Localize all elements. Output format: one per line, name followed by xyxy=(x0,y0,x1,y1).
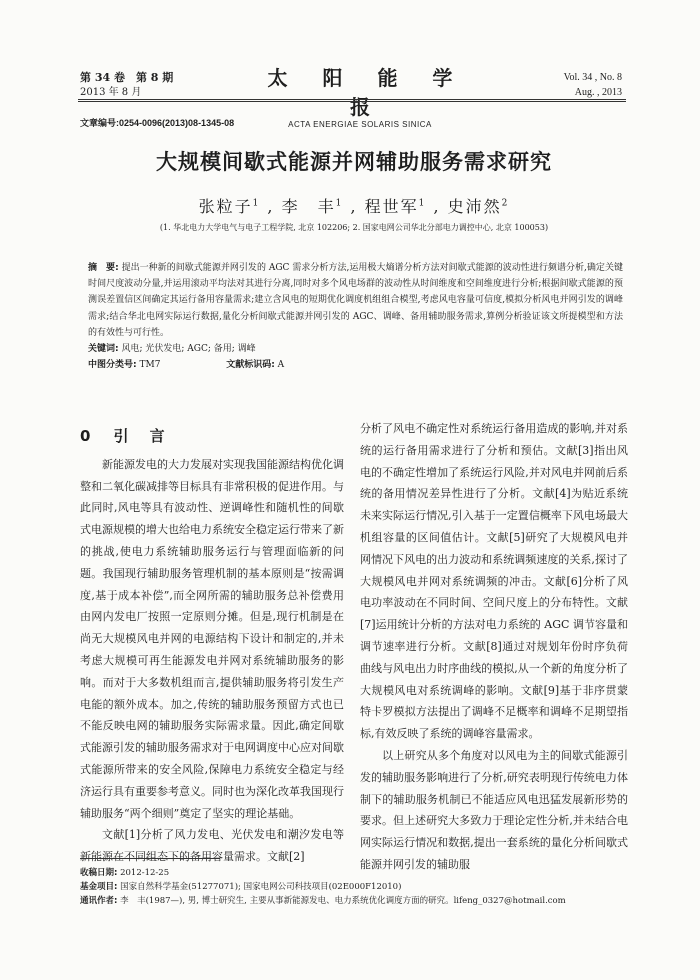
clc-code: TM7 xyxy=(139,360,161,371)
corresponding-author xyxy=(80,894,628,908)
author-name: 史沛然 xyxy=(447,197,502,216)
body-paragraph: 分析了风电不确定性对系统运行备用造成的影响,并对系统的运行备用需求进行了分析和预估。文献[3]指出风电的不确定性增加了系统运行风险,并对风电并网前后系统的备用情况差异性进行了分析。文献[4]为贴近系统未来实际运行情况,引入基于一定置信概率下风电场最大机组容量的区间值估计。文献[5]研究了大规模风电并网情况下风电的出力波动和系统调频速度的关系,探讨了大规模风电并网对系统调频的冲击。文献[6]分析了风电功率波动在不同时间、空间尺度上的分布特性。文献[7]运用统计分析的方法对电力系统的 AGC 调节容量和调节速率进行分析。文献[8]通过对规划年份时序负荷曲线与风电出力时序曲线的模拟,从一个新的角度分析了大规模风电对系统调峰的影响。文献[9]基于非序贯蒙特卡罗模拟方法提出了调峰不足概率和调峰不足期望指标,有效反映了系统的调峰容量需求。 xyxy=(360,422,628,741)
keywords xyxy=(88,341,623,357)
journal-name-cn: 太 阳 能 学 报 xyxy=(267,66,467,119)
body-paragraph: 以上研究从多个角度对以风电为主的间歇式能源引发的辅助服务影响进行了分析,研究表明现行传统电力体制下的辅助服务机制已不能适应风电迅猛发展新形势的要求。但上述研究大多致力于理论定性分析,并未结合电网实际运行情况和数据,提出一套系统的量化分析间歇式能源并网引发的辅助服 xyxy=(360,748,628,871)
publish-date-en: Aug. , 2013 xyxy=(574,87,622,98)
section-heading xyxy=(80,426,344,448)
keywords-label: 关键词: xyxy=(88,344,119,355)
journal-name-en: ACTA ENERGIAE SOLARIS SINICA xyxy=(288,120,432,129)
received-date xyxy=(80,866,628,880)
journal-volume-en xyxy=(564,70,622,100)
section-number: 0 xyxy=(80,427,99,445)
clc-label: 中图分类号: xyxy=(88,360,137,371)
volume-issue-cn: 第 34 卷 第 8 期 xyxy=(80,71,174,84)
section-title: 引 言 xyxy=(113,427,173,445)
body-paragraph: 文献[1]分析了风力发电、光伏发电和潮汐发电等新能源在不同组态下的备用容量需求。文献[2] xyxy=(80,828,344,864)
author-list: 张粒子$^1$ , 李 丰$^1$ , 程世军$^1$ , 史沛然$^2$ xyxy=(198,197,510,216)
journal-volume-cn xyxy=(80,70,173,100)
doc-code-label: 文献标识码: xyxy=(226,360,275,371)
volume-issue-en: Vol. 34 , No. 8 xyxy=(563,72,622,83)
author-name: 李 丰 xyxy=(281,197,336,216)
author-name: 程世军 xyxy=(364,197,419,216)
fund-info xyxy=(80,880,628,894)
paper-title: 大规模间歇式能源并网辅助服务需求研究 xyxy=(156,150,552,174)
footnotes xyxy=(80,866,628,908)
classification xyxy=(88,357,623,373)
author-label: 通讯作者: xyxy=(80,896,118,906)
author-affil-mark: 1 xyxy=(335,198,344,209)
body-column-right xyxy=(360,418,628,876)
fund-value: 国家自然科学基金(51277071); 国家电网公司科技项目(02E000F12010) xyxy=(120,882,402,892)
header-rule xyxy=(78,99,626,100)
header-rule-double xyxy=(78,101,626,102)
keywords-text: 风电; 光伏发电; AGC; 备用; 调峰 xyxy=(121,344,256,355)
affiliations: (1. 华北电力大学电气与电子工程学院, 北京 102206; 2. 国家电网公司华北分部电力调控中心, 北京 100053) xyxy=(159,223,549,232)
abstract-text: 提出一种新的间歇式能源并网引发的 AGC 需求分析方法,运用极大熵谱分析方法对间歇式能源的波动性进行频谱分析,确定关键时间尺度波动分量,并运用滚动平均法对其进行分离,同时对多个风电场群的波动性从时间维度和空间维度进行分析;根据间歇式能源的预测误差置信区间确定其运行备用容量需求;建立含风电的短期优化调度机组组合模型,考虑风电容量可信度,模拟分析风电并网引发的调峰需求;结合华北电网实际运行数据,量化分析间歇式能源并网引发的 AGC、调峰、备用辅助服务需求,算例分析验证该文所提模型和方法的有效性与可行性。 xyxy=(88,263,623,338)
body-paragraph: 新能源发电的大力发展对实现我国能源结构优化调整和二氧化碳减排等目标具有非常积极的促进作用。与此同时,风电等具有波动性、逆调峰性和随机性的间歇式电源规模的增大也给电力系统安全稳定运行带来了新的挑战,使电力系统辅助服务运行与管理面临新的问题。我国现行辅助服务管理机制的基本原则是“按需调度,基于成本补偿”,而全网所需的辅助服务总补偿费用由网内发电厂按照一定原则分摊。但是,现行机制是在尚无大规模风电并网的电源结构下设计和制定的,并未考虑大规模可再生能源发电并网对系统辅助服务的影响。而对于大多数机组而言,提供辅助服务将引发生产电能的额外成本。加之,传统的辅助服务预留方式也已不能反映电网的辅助服务实际需求量。因此,确定间歇式能源引发的辅助服务需求对于电网调度中心应对间歇式能源所带来的安全风险,保障电力系统安全稳定与经济运行具有重要参考意义。同时也为深化改革我国现行辅助服务“两个细则”奠定了坚实的理论基础。 xyxy=(80,457,344,820)
abstract xyxy=(88,260,623,341)
abstract-block xyxy=(88,260,623,373)
received-label: 收稿日期: xyxy=(80,868,118,878)
author-affil-mark: 2 xyxy=(501,198,510,209)
author-name: 张粒子 xyxy=(198,197,253,216)
author-affil-mark: 1 xyxy=(418,198,427,209)
fund-label: 基金项目: xyxy=(80,882,118,892)
article-number: 文章编号:0254-0096(2013)08-1345-08 xyxy=(80,118,235,128)
publish-date-cn: 2013 年 8 月 xyxy=(80,87,142,98)
received-value: 2012-12-25 xyxy=(120,868,170,878)
doc-code: A xyxy=(277,360,285,371)
footnote-rule xyxy=(80,858,220,859)
journal-masthead xyxy=(240,62,480,129)
body-column-left xyxy=(80,420,344,868)
author-affil-mark: 1 xyxy=(252,198,261,209)
abstract-label: 摘 要: xyxy=(88,263,119,273)
author-value: 李 丰(1987—), 男, 博士研究生, 主要从事新能源发电、电力系统优化调度方面的研究。lifeng_0327@hotmail.com xyxy=(120,896,566,906)
